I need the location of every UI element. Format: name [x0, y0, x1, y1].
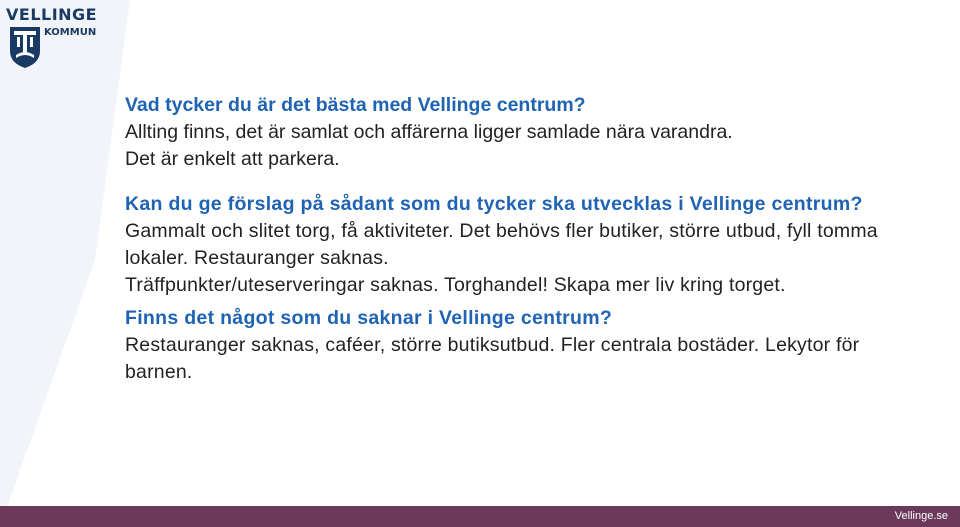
survey-content: [125, 92, 925, 386]
answer-line: Restauranger saknas, caféer, större butiksutbud. Fler centrala bostäder. Lekytor för barnen.: [125, 334, 860, 383]
vellinge-logo: [6, 6, 106, 70]
answer-line: Allting finns, det är samlat och affärerna ligger samlade nära varandra.: [125, 121, 733, 143]
section-gap: [125, 173, 925, 191]
answer-line: Det är enkelt att parkera.: [125, 148, 340, 170]
question-develop: Kan du ge förslag på sådant som du tycker ska utvecklas i Vellinge centrum?: [125, 193, 863, 215]
footer-site-link[interactable]: Vellinge.se: [894, 510, 948, 522]
logo-name: VELLINGE: [6, 5, 98, 24]
logo-sub: KOMMUN: [44, 27, 97, 38]
municipal-seal-icon: [8, 25, 42, 69]
footer-bar: [0, 506, 960, 527]
question-missing: Finns det något som du saknar i Vellinge centrum?: [125, 307, 613, 329]
answer-line: Gammalt och slitet torg, få aktiviteter. Det behövs fler butiker, större utbud, fyll tomma lokaler. Restauranger saknas.: [125, 220, 878, 269]
question-best: Vad tycker du är det bästa med Vellinge centrum?: [125, 94, 586, 116]
answer-line: Träffpunkter/uteserveringar saknas. Torghandel! Skapa mer liv kring torget.: [125, 274, 786, 296]
